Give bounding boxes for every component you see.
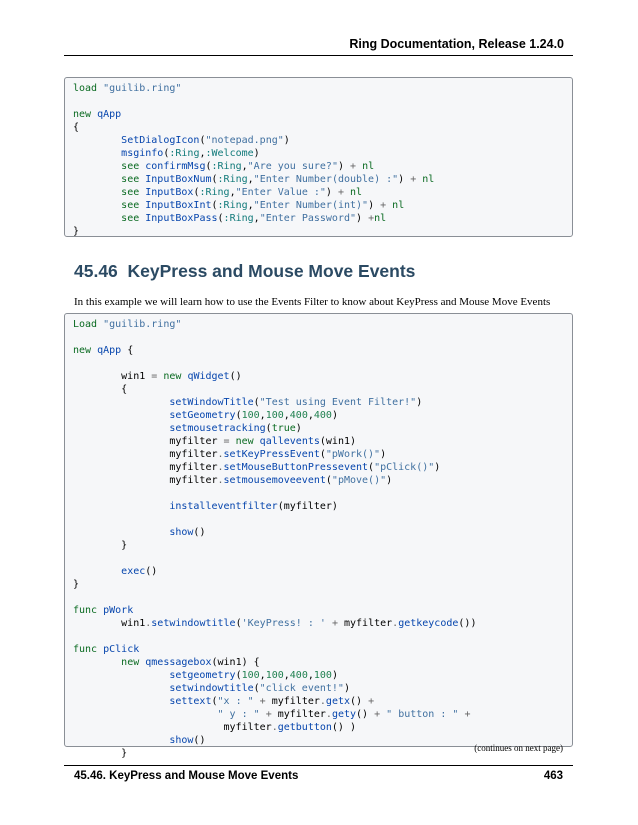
code-token: { xyxy=(73,384,128,395)
code-token: ()) xyxy=(458,618,477,629)
code-token: win1 xyxy=(73,371,152,382)
code-token xyxy=(73,670,169,681)
code-token: 100 xyxy=(241,670,260,681)
code-token: qApp xyxy=(97,109,122,120)
code-block-dialogs xyxy=(64,77,573,237)
code-token: func xyxy=(73,605,98,616)
code-line xyxy=(73,669,572,682)
code-line xyxy=(73,474,572,487)
code-token: ) xyxy=(283,135,290,146)
code-line xyxy=(73,121,572,134)
code-token: setGeometry xyxy=(169,410,236,421)
code-line xyxy=(73,160,572,173)
code-token: func xyxy=(73,644,98,655)
code-token: setMouseButtonPressevent xyxy=(223,462,369,473)
code-token: :Ring xyxy=(223,213,254,224)
code-token: qApp xyxy=(97,345,122,356)
code-token: gety xyxy=(331,709,357,720)
code-line xyxy=(73,422,572,435)
code-token: ( xyxy=(205,161,212,172)
code-token: nl xyxy=(422,174,435,185)
code-token: qWidget xyxy=(187,371,230,382)
code-token: ( xyxy=(235,618,242,629)
code-line xyxy=(73,695,572,708)
page-number: 463 xyxy=(543,770,563,782)
code-token: , xyxy=(259,410,266,421)
code-token: + xyxy=(331,618,338,629)
code-token: show xyxy=(169,527,194,538)
code-token: . xyxy=(217,475,224,486)
code-token: (win1) xyxy=(319,436,357,447)
code-token: () xyxy=(193,527,206,538)
code-token: myfilter xyxy=(73,436,224,447)
code-token: ( xyxy=(199,135,206,146)
code-token: , xyxy=(241,161,248,172)
code-token: "Enter Number(int)" xyxy=(253,200,369,211)
code-token: nl xyxy=(374,213,387,224)
code-token: new xyxy=(73,109,92,120)
code-token: { xyxy=(121,345,134,356)
code-token xyxy=(73,501,169,512)
code-token: getkeycode xyxy=(398,618,459,629)
code-token: ( xyxy=(211,200,218,211)
code-line xyxy=(73,552,572,565)
code-token: "guilib.ring" xyxy=(103,83,182,94)
code-line xyxy=(73,565,572,578)
code-token: pClick xyxy=(103,644,140,655)
code-token: , xyxy=(247,200,254,211)
code-token: "Enter Number(double) :" xyxy=(253,174,399,185)
code-token: ( xyxy=(235,410,242,421)
code-token: () xyxy=(356,709,375,720)
code-token: , xyxy=(259,670,266,681)
code-line xyxy=(73,591,572,604)
code-token: 100 xyxy=(265,670,284,681)
code-token: see xyxy=(121,174,140,185)
code-token: "notepad.png" xyxy=(205,135,284,146)
code-line xyxy=(73,435,572,448)
code-token: ( xyxy=(193,187,200,198)
code-token: setKeyPressEvent xyxy=(223,449,320,460)
code-line xyxy=(73,199,572,212)
code-token: } xyxy=(73,748,128,759)
code-token: ( xyxy=(211,696,218,707)
code-token: myfilter xyxy=(73,475,218,486)
code-token: 400 xyxy=(289,670,308,681)
code-token: + xyxy=(380,200,387,211)
code-token: :Welcome xyxy=(205,148,254,159)
code-token: myfilter xyxy=(73,449,218,460)
code-token: :Ring xyxy=(217,200,248,211)
code-token: 400 xyxy=(289,410,308,421)
code-line xyxy=(73,147,572,160)
code-token: ( xyxy=(253,397,260,408)
code-line xyxy=(73,396,572,409)
code-token: confirmMsg xyxy=(145,161,206,172)
code-token: . xyxy=(392,618,399,629)
code-token: () xyxy=(229,371,242,382)
code-line xyxy=(73,409,572,422)
intro-paragraph: In this example we will learn how to use the Events Filter to know about KeyPress and Mouse Move Events xyxy=(74,296,551,308)
code-line xyxy=(73,617,572,630)
code-token: true xyxy=(271,423,296,434)
code-line xyxy=(73,487,572,500)
code-token: ) xyxy=(416,397,423,408)
code-token: ) xyxy=(386,475,393,486)
code-token: myfilter xyxy=(337,618,393,629)
code-token: ) xyxy=(434,462,441,473)
code-token: , xyxy=(283,670,290,681)
code-token xyxy=(73,709,218,720)
code-token: InputBoxNum xyxy=(145,174,212,185)
code-token: setmousetracking xyxy=(169,423,266,434)
code-token: . xyxy=(217,449,224,460)
code-token: , xyxy=(283,410,290,421)
code-token: setgeometry xyxy=(169,670,236,681)
code-line xyxy=(73,721,572,734)
code-token xyxy=(73,135,121,146)
code-token: (myfilter) xyxy=(277,501,338,512)
code-token: + xyxy=(259,696,266,707)
code-token: new xyxy=(235,436,254,447)
code-token: . xyxy=(145,618,152,629)
code-token: pWork xyxy=(103,605,134,616)
code-token: ) xyxy=(380,449,387,460)
code-token xyxy=(73,213,121,224)
code-token xyxy=(73,148,121,159)
code-token: , xyxy=(253,213,260,224)
section-title: KeyPress and Mouse Move Events xyxy=(127,261,416,281)
code-line xyxy=(73,682,572,695)
code-token: ) xyxy=(331,410,338,421)
code-token: show xyxy=(169,735,194,746)
code-token xyxy=(73,683,169,694)
code-line xyxy=(73,134,572,147)
code-token: "pMove()" xyxy=(331,475,387,486)
code-line xyxy=(73,526,572,539)
code-line xyxy=(73,370,572,383)
code-token: 100 xyxy=(265,410,284,421)
code-token: nl xyxy=(362,161,375,172)
code-token xyxy=(73,423,169,434)
code-token: see xyxy=(121,200,140,211)
code-token: = xyxy=(223,436,230,447)
code-token: qallevents xyxy=(259,436,320,447)
code-token: . xyxy=(271,722,278,733)
code-token: ) xyxy=(331,670,338,681)
code-token: getx xyxy=(325,696,351,707)
code-token: { xyxy=(73,122,80,133)
code-line xyxy=(73,448,572,461)
code-token xyxy=(73,657,121,668)
code-token: ) xyxy=(343,683,350,694)
code-token: ) xyxy=(295,423,302,434)
code-token: "x : " xyxy=(217,696,254,707)
code-line xyxy=(73,186,572,199)
code-token: . xyxy=(325,709,332,720)
code-line xyxy=(73,578,572,591)
code-token: } xyxy=(73,226,80,237)
code-token xyxy=(73,200,121,211)
code-token: ( xyxy=(319,449,326,460)
code-token xyxy=(73,161,121,172)
code-token: + xyxy=(464,709,471,720)
code-token: ( xyxy=(325,475,332,486)
code-token: :Ring xyxy=(211,161,242,172)
code-line xyxy=(73,344,572,357)
code-token: ( xyxy=(253,683,260,694)
code-token: myfilter xyxy=(73,722,272,733)
code-line xyxy=(73,461,572,474)
code-token: setmousemoveevent xyxy=(223,475,326,486)
code-token: msginfo xyxy=(121,148,164,159)
code-line xyxy=(73,173,572,186)
code-token: new xyxy=(163,371,182,382)
continues-note: (continues on next page) xyxy=(474,743,563,753)
code-token: new xyxy=(121,657,140,668)
header-rule xyxy=(64,55,573,56)
code-line xyxy=(73,318,572,331)
code-token: 100 xyxy=(313,670,332,681)
code-token: 400 xyxy=(313,410,332,421)
code-token: . xyxy=(319,696,326,707)
code-token: myfilter xyxy=(271,709,326,720)
code-token: qmessagebox xyxy=(145,657,212,668)
code-line xyxy=(73,383,572,396)
running-header: Ring Documentation, Release 1.24.0 xyxy=(349,37,564,51)
code-token: } xyxy=(73,540,128,551)
code-token: , xyxy=(307,670,314,681)
section-heading xyxy=(74,261,415,282)
code-token: exec xyxy=(121,566,146,577)
code-token: ) xyxy=(368,200,381,211)
code-token: ) xyxy=(337,161,351,172)
code-token xyxy=(73,187,121,198)
code-token: "Test using Event Filter!" xyxy=(259,397,417,408)
code-token: "Are you sure?" xyxy=(247,161,338,172)
code-token: :Ring xyxy=(199,187,230,198)
code-token: () xyxy=(350,696,369,707)
code-token: nl xyxy=(350,187,363,198)
code-line xyxy=(73,604,572,617)
code-line xyxy=(73,357,572,370)
code-token: , xyxy=(199,148,206,159)
code-token: see xyxy=(121,187,140,198)
code-token: , xyxy=(247,174,254,185)
code-token xyxy=(73,527,169,538)
code-token: 'KeyPress! : ' xyxy=(241,618,326,629)
footer-section-label: 45.46. KeyPress and Mouse Move Events xyxy=(74,770,299,782)
code-token: :Ring xyxy=(169,148,200,159)
code-token: getbutton xyxy=(277,722,332,733)
code-token: new xyxy=(73,345,92,356)
code-token xyxy=(73,566,121,577)
code-token: ) xyxy=(325,187,338,198)
code-token: ( xyxy=(211,174,218,185)
code-token xyxy=(73,410,169,421)
code-token: myfilter xyxy=(265,696,320,707)
code-token: + xyxy=(410,174,417,185)
code-token: SetDialogIcon xyxy=(121,135,200,146)
code-token: + xyxy=(337,187,344,198)
code-token: InputBox xyxy=(145,187,194,198)
code-token: ( xyxy=(235,670,242,681)
code-token: ) xyxy=(356,213,369,224)
code-token: . xyxy=(217,462,224,473)
code-line xyxy=(73,225,572,238)
code-token: ( xyxy=(163,148,170,159)
code-token: nl xyxy=(392,200,405,211)
code-token: see xyxy=(121,213,140,224)
code-line xyxy=(73,539,572,552)
code-token: + xyxy=(368,213,375,224)
code-token: () xyxy=(193,735,206,746)
code-token: "Enter Value :" xyxy=(235,187,326,198)
code-line xyxy=(73,656,572,669)
code-token: installeventfilter xyxy=(169,501,278,512)
code-line xyxy=(73,331,572,344)
code-token: } xyxy=(73,579,80,590)
code-token: settext xyxy=(169,696,212,707)
code-token: + xyxy=(368,696,375,707)
code-line xyxy=(73,630,572,643)
code-token xyxy=(73,735,169,746)
code-token xyxy=(73,397,169,408)
code-token: see xyxy=(121,161,140,172)
code-token: "pWork()" xyxy=(325,449,381,460)
code-token: InputBoxPass xyxy=(145,213,218,224)
footer-rule xyxy=(64,765,573,766)
section-number: 45.46 xyxy=(74,261,118,281)
code-token: + xyxy=(350,161,357,172)
code-token: , xyxy=(307,410,314,421)
code-line xyxy=(73,95,572,108)
code-token: " y : " xyxy=(217,709,260,720)
code-token: setwindowtitle xyxy=(169,683,254,694)
code-token: ( xyxy=(217,213,224,224)
code-token: " button : " xyxy=(386,709,459,720)
code-token: load xyxy=(73,83,98,94)
code-token: "click event!" xyxy=(259,683,344,694)
code-line xyxy=(73,513,572,526)
code-line xyxy=(73,708,572,721)
code-token: ( xyxy=(265,423,272,434)
code-token: "Enter Password" xyxy=(259,213,357,224)
code-token: "pClick()" xyxy=(374,462,435,473)
code-token xyxy=(73,696,169,707)
code-token: ) xyxy=(253,148,260,159)
code-token: win1 xyxy=(73,618,146,629)
code-token: , xyxy=(229,187,236,198)
code-token: setwindowtitle xyxy=(151,618,236,629)
code-line xyxy=(73,643,572,656)
code-line xyxy=(73,82,572,95)
code-token: () xyxy=(145,566,158,577)
code-token: = xyxy=(151,371,158,382)
code-token: myfilter xyxy=(73,462,218,473)
code-token: (win1) { xyxy=(211,657,260,668)
code-token: setWindowTitle xyxy=(169,397,254,408)
code-token: ( xyxy=(368,462,375,473)
code-token: 100 xyxy=(241,410,260,421)
code-listing xyxy=(65,78,572,238)
code-token: InputBoxInt xyxy=(145,200,212,211)
code-token: "guilib.ring" xyxy=(103,319,182,330)
code-token xyxy=(73,174,121,185)
code-token: :Ring xyxy=(217,174,248,185)
code-listing xyxy=(65,314,572,760)
code-token: () ) xyxy=(331,722,356,733)
code-line xyxy=(73,500,572,513)
code-token: + xyxy=(265,709,272,720)
code-token: ) xyxy=(398,174,411,185)
code-token: Load xyxy=(73,319,98,330)
code-token: + xyxy=(374,709,381,720)
code-line xyxy=(73,108,572,121)
code-line xyxy=(73,212,572,225)
